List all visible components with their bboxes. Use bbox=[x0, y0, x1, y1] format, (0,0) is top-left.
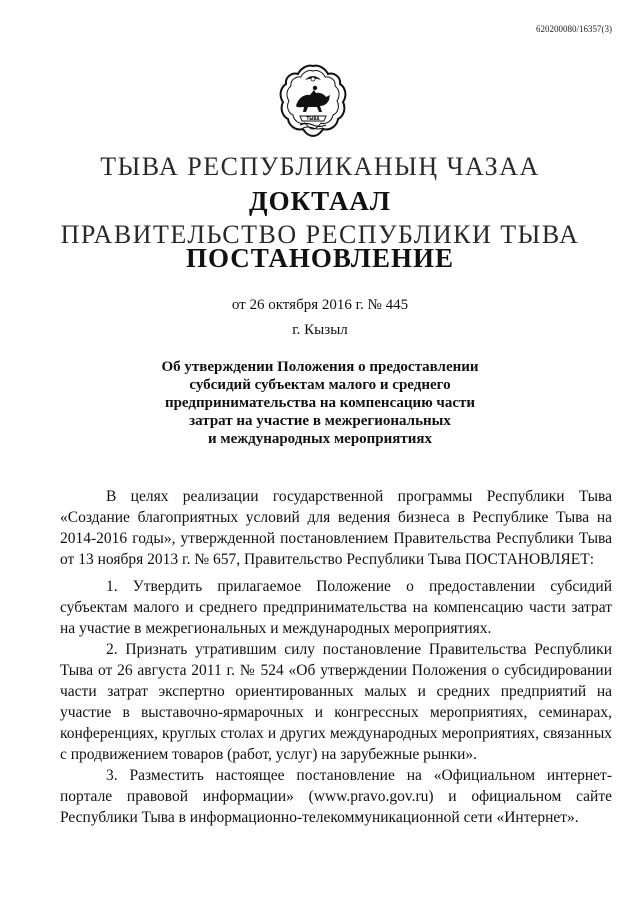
resolution-title bbox=[0, 358, 640, 448]
point-2: 2. Признать утратившим силу постановление Правительства Республики Тыва от 26 августа 2011 г. № 524 «Об утверждении Положения о субсидировании части затрат экспертно ориентированных малых и средних предприятий на участие в выставочно-ярмарочных и конгрессных мероприятиях, семинарах, конференциях, круглых столах и других международных мероприятиях, связанных с продвижением товаров (работ, услуг) на зарубежные рынки». bbox=[60, 641, 612, 763]
header-government-name: ПРАВИТЕЛЬСТВО РЕСПУБЛИКИ ТЫВА bbox=[60, 220, 580, 249]
header-tuvan-decree: ДОКТААЛ bbox=[249, 186, 391, 216]
resolution-date-number: от 26 октября 2016 г. № 445 bbox=[231, 297, 409, 313]
point-1: 1. Утвердить прилагаемое Положение о предоставлении субсидий субъектам малого и среднего предпринимательства на компенсацию части затрат на участие в межрегиональных и международных мероприятиях. bbox=[60, 578, 612, 637]
title-line: затрат на участие в межрегиональных bbox=[189, 413, 451, 429]
point-3: 3. Разместить настоящее постановление на «Официальном интернет-портале правовой информации» (www.pravo.gov.ru) и официальном сайте Республики Тыва в информационно-телекоммуникационной сети «Интернет». bbox=[60, 767, 612, 826]
coat-of-arms-emblem bbox=[278, 62, 348, 144]
title-line: предпринимательства на компенсацию части bbox=[164, 395, 476, 411]
preamble-paragraph: В целях реализации государственной программы Республики Тыва «Создание благоприятных условий для ведения бизнеса в Республике Тыва на 2014-2016 годы», утвержденной постановлением Правительства Республики Тыва от 13 ноября 2013 г. № 657, Правительство Республики Тыва ПОСТАНОВЛЯЕТ: bbox=[60, 488, 612, 568]
title-line: Об утверждении Положения о предоставлении bbox=[161, 359, 479, 375]
header-tuvan-government: ТЫВА РЕСПУБЛИКАНЫҢ ЧАЗАА bbox=[100, 152, 540, 181]
document-registration-number: 620200080/16357(3) bbox=[536, 24, 612, 34]
city-name: г. Кызыл bbox=[292, 322, 348, 338]
resolution-points bbox=[60, 576, 612, 828]
header-resolution: ПОСТАНОВЛЕНИЕ bbox=[185, 243, 455, 273]
title-line: субсидий субъектам малого и среднего bbox=[189, 377, 451, 393]
title-line: и международных мероприятиях bbox=[207, 431, 433, 447]
preamble bbox=[60, 486, 612, 570]
svg-text:ТЫВА: ТЫВА bbox=[306, 116, 320, 122]
